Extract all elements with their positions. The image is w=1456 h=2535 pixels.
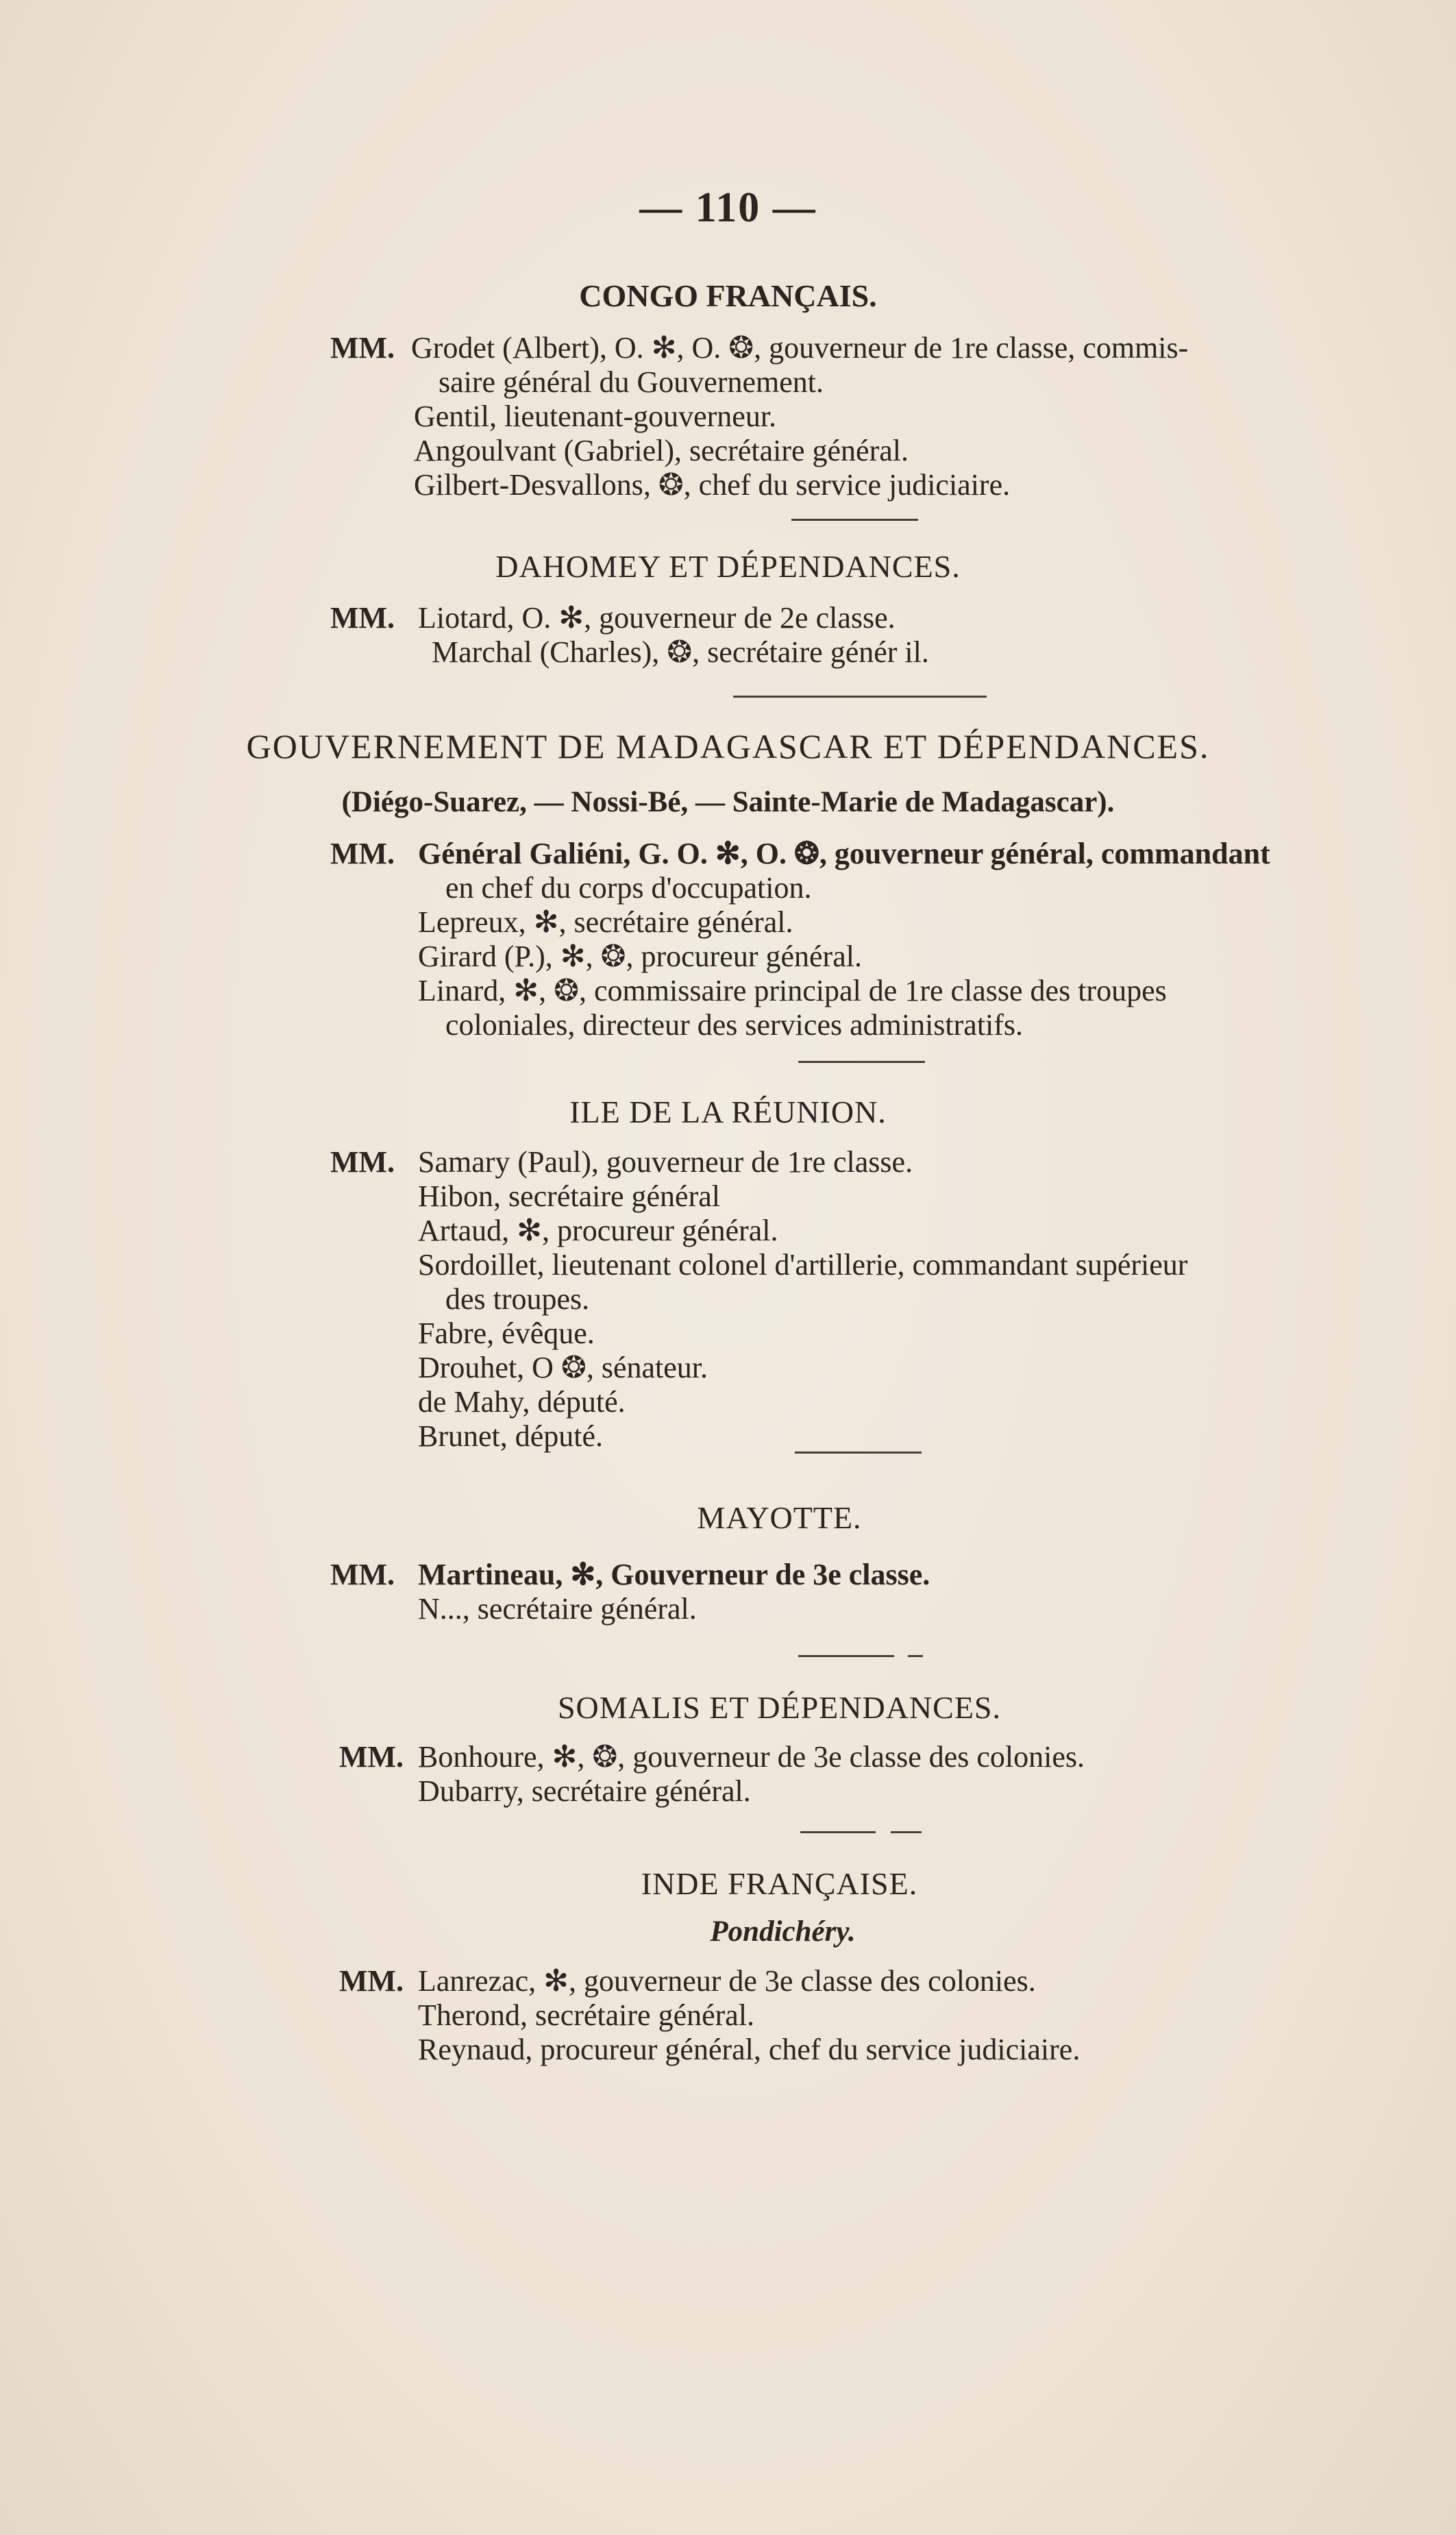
mm-label: MM. xyxy=(330,331,395,365)
entry-line: saire général du Gouvernement. xyxy=(439,365,824,399)
section-divider xyxy=(798,1061,925,1063)
entry-line: Therond, secrétaire général. xyxy=(418,1998,755,2032)
section-divider xyxy=(795,1452,922,1454)
section-divider xyxy=(733,696,987,698)
entry-line: Lepreux, ✻, secrétaire général. xyxy=(418,905,793,939)
entry-line: Girard (P.), ✻, ❂, procureur général. xyxy=(418,940,862,973)
entry-line: Drouhet, O ❂, sénateur. xyxy=(418,1351,708,1384)
page-number: — 110 — xyxy=(639,184,817,231)
entry-line: Dubarry, secrétaire général. xyxy=(418,1774,751,1808)
section-title-mayotte: MAYOTTE. xyxy=(697,1500,862,1535)
divider-dash xyxy=(891,1831,922,1833)
entry-line: Angoulvant (Gabriel), secrétaire général. xyxy=(414,434,909,467)
mm-label: MM. xyxy=(330,1558,395,1591)
entry-line: Liotard, O. ✻, gouverneur de 2e classe. xyxy=(418,601,896,635)
section-divider xyxy=(798,1655,894,1657)
entry-line: Brunet, député. xyxy=(418,1419,604,1453)
section-title-dahomey: DAHOMEY ET DÉPENDANCES. xyxy=(495,549,961,584)
entry-line: Artaud, ✻, procureur général. xyxy=(418,1214,778,1247)
entry-line: des troupes. xyxy=(445,1282,590,1316)
entry-line: Linard, ✻, ❂, commissaire principal de 1re classe des troupes xyxy=(418,974,1167,1007)
entry-line: Lanrezac, ✻, gouverneur de 3e classe des colonies. xyxy=(418,1964,1036,1998)
mm-label: MM. xyxy=(330,1145,395,1179)
entry-line: N..., secrétaire général. xyxy=(418,1592,697,1626)
section-title-congo: CONGO FRANÇAIS. xyxy=(579,278,877,313)
section-title-madagascar: GOUVERNEMENT DE MADAGASCAR ET DÉPENDANCES. xyxy=(246,727,1210,766)
section-divider xyxy=(791,519,918,521)
divider-dash xyxy=(908,1655,923,1657)
entry-line: Hibon, secrétaire général xyxy=(418,1179,720,1213)
section-title-inde: INDE FRANÇAISE. xyxy=(641,1866,918,1901)
entry-line: Marchal (Charles), ❂, secrétaire génér il. xyxy=(432,635,929,669)
section-subtitle-inde: Pondichéry. xyxy=(710,1915,856,1948)
mm-label: MM. xyxy=(339,1740,404,1774)
entry-line: Fabre, évêque. xyxy=(418,1317,595,1350)
entry-line: Sordoillet, lieutenant colonel d'artillerie, commandant supérieur xyxy=(418,1248,1188,1282)
section-title-somalis: SOMALIS ET DÉPENDANCES. xyxy=(557,1690,1002,1725)
entry-line: coloniales, directeur des services administratifs. xyxy=(445,1008,1024,1042)
entry-line: Reynaud, procureur général, chef du service judiciaire. xyxy=(418,2033,1081,2066)
entry-line: Gentil, lieutenant-gouverneur. xyxy=(414,400,777,433)
entry-line: Général Galiéni, G. O. ✻, O. ❂, gouverneur général, commandant xyxy=(418,837,1270,870)
entry-line: Grodet (Albert), O. ✻, O. ❂, gouverneur de 1re classe, commis- xyxy=(411,331,1189,365)
mm-label: MM. xyxy=(339,1964,404,1998)
mm-label: MM. xyxy=(330,601,395,635)
entry-line: Gilbert-Desvallons, ❂, chef du service judiciaire. xyxy=(414,468,1011,502)
section-subtitle-madagascar: (Diégo-Suarez, — Nossi-Bé, — Sainte-Marie de Madagascar). xyxy=(341,786,1115,818)
section-divider xyxy=(800,1831,876,1833)
mm-label: MM. xyxy=(330,837,395,870)
entry-line: de Mahy, député. xyxy=(418,1385,626,1419)
entry-line: Samary (Paul), gouverneur de 1re classe. xyxy=(418,1145,913,1179)
entry-line: Martineau, ✻, Gouverneur de 3e classe. xyxy=(418,1558,930,1591)
entry-line: en chef du corps d'occupation. xyxy=(445,871,812,905)
entry-line: Bonhoure, ✻, ❂, gouverneur de 3e classe des colonies. xyxy=(418,1740,1085,1774)
section-title-reunion: ILE DE LA RÉUNION. xyxy=(569,1094,887,1129)
